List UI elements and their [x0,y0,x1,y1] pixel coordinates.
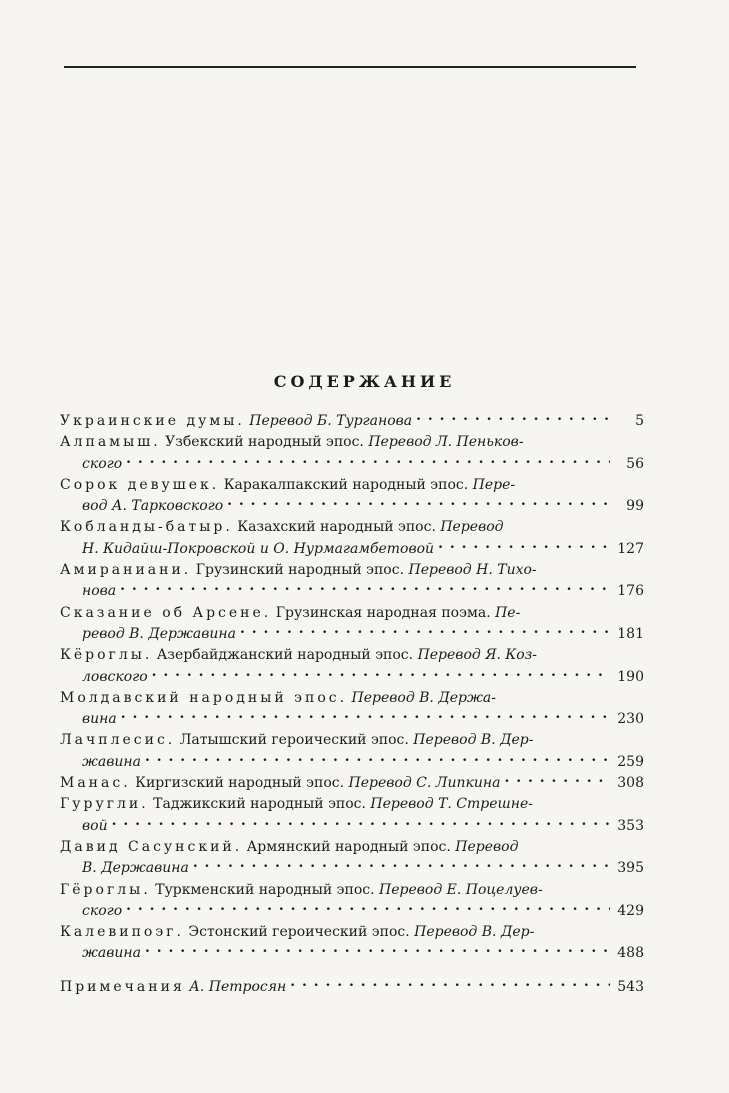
entry-title: Манас. [60,775,131,792]
toc-entry [60,645,644,688]
entry-description: Каракалпакский народный эпос. [219,476,473,493]
entry-translator-continued: вод А. Тарковского [82,498,224,515]
toc-entry [60,794,644,837]
page-number: 127 [617,540,644,557]
dot-leader [152,667,610,681]
toc-entry [60,411,644,432]
entry-translator: Пе- [495,604,521,621]
entry-translator-continued: вой [82,817,108,834]
entry-translator-continued: жавина [82,753,141,770]
entry-title: Украинские думы. [60,413,245,429]
entry-description: Узбекский народный эпос. [160,434,369,451]
entry-title: Давид Сасунский. [60,838,243,855]
notes-translator: А. Петросян [189,978,287,995]
page-number: 259 [617,753,644,770]
entry-translator-continued: ловского [82,668,148,685]
entry-description: Таджикский народный эпос. [148,796,371,813]
page-number: 5 [635,413,644,429]
entry-description: Армянский народный эпос. [242,838,456,855]
entry-translator: Перевод С. Липкина [348,775,501,792]
page-number: 176 [617,583,644,600]
entry-description: Грузинская народная поэма. [271,604,496,621]
entry-translator-continued: ревод В. Державина [82,625,236,642]
dot-leader [145,752,610,766]
entry-translator-continued: ского [82,902,123,919]
dot-leader [193,858,610,872]
entry-title: Лачплесис. [60,732,176,749]
entry-translator: Пере- [472,476,516,493]
entry-translator: Перевод Л. Пеньков- [368,434,524,451]
dot-leader [416,411,610,425]
entry-translator-continued: вина [82,711,117,728]
entry-title: Кобланды-батыр. [60,519,233,536]
page-number: 56 [626,455,644,472]
entry-translator: Перевод Т. Стрешне- [370,796,534,813]
page-number: 230 [617,711,644,728]
dot-leader [438,539,610,553]
contents-heading: СОДЕРЖАНИЕ [273,372,456,391]
dot-leader [145,943,610,957]
page-number: 181 [617,625,644,642]
entry-translator-continued: В. Державина [82,860,189,877]
entry-translator: Перевод [455,838,519,855]
entry-translator: Перевод В. Держа- [351,689,496,706]
dot-leader [290,977,610,991]
dot-leader [121,709,610,723]
entry-title: Гуругли. [60,796,149,813]
entry-translator: Перевод Н. Тихо- [408,562,537,579]
table-of-contents [60,411,644,998]
entry-translator-continued: жавина [82,945,141,962]
page-number: 99 [626,498,644,515]
entry-translator-continued: ского [82,455,123,472]
entry-translator-continued: нова [82,583,117,600]
toc-entry [60,837,644,880]
toc-entry [60,603,644,646]
entry-description: Эстонский героический эпос. [183,924,415,941]
entry-title: Сорок девушек. [60,476,220,493]
entry-translator: Перевод В. Дер- [414,924,535,941]
toc-entry [60,517,644,560]
page-number: 190 [617,668,644,685]
entry-translator-continued: Н. Кидайш-Покровской и О. Нурмагамбетовой [82,540,435,557]
top-rule [64,66,636,68]
page-number: 308 [617,775,644,792]
page-number: 353 [617,817,644,834]
entry-title: Алпамыш. [60,434,161,451]
entry-description: Туркменский народный эпос. [150,881,380,898]
entry-description: Грузинский народный эпос. [191,562,409,579]
entry-description: Киргизский народный эпос. [130,775,349,792]
toc-entry [60,880,644,923]
toc-entry [60,773,644,794]
toc-entry [60,475,644,518]
entry-translator: Перевод Б. Турганова [249,413,413,429]
entry-title: Сказание об Арсене. [60,604,272,621]
dot-leader [112,816,610,830]
toc-entry [60,730,644,773]
toc-entry [60,922,644,965]
toc-entry [60,688,644,731]
page-number: 395 [617,860,644,877]
dot-leader [240,624,610,638]
entry-translator: Перевод В. Дер- [413,732,534,749]
entry-description: Азербайджанский народный эпос. [152,647,418,664]
toc-entry-notes [60,977,644,998]
toc-entry [60,560,644,603]
dot-leader [126,901,610,915]
entry-title: Калевипоэг. [60,924,184,941]
entry-title: Амираниани. [60,562,192,579]
entry-title: Молдавский народный эпос. [60,689,348,706]
entry-translator: Перевод [440,519,504,536]
dot-leader [504,773,610,787]
entry-translator: Перевод Е. Поцелуев- [379,881,543,898]
dot-leader [120,581,610,595]
entry-title: Кёроглы. [60,647,153,664]
entry-title: Гёроглы. [60,881,151,898]
page-number: 488 [617,945,644,962]
toc-entry [60,432,644,475]
entry-description: Латышский героический эпос. [175,732,414,749]
page-number: 543 [617,978,644,995]
page-number: 429 [617,902,644,919]
notes-title: Примечания [60,978,185,995]
dot-leader [126,454,610,468]
entry-translator: Перевод Я. Коз- [417,647,538,664]
entry-description: Казахский народный эпос. [232,519,441,536]
dot-leader [227,496,610,510]
